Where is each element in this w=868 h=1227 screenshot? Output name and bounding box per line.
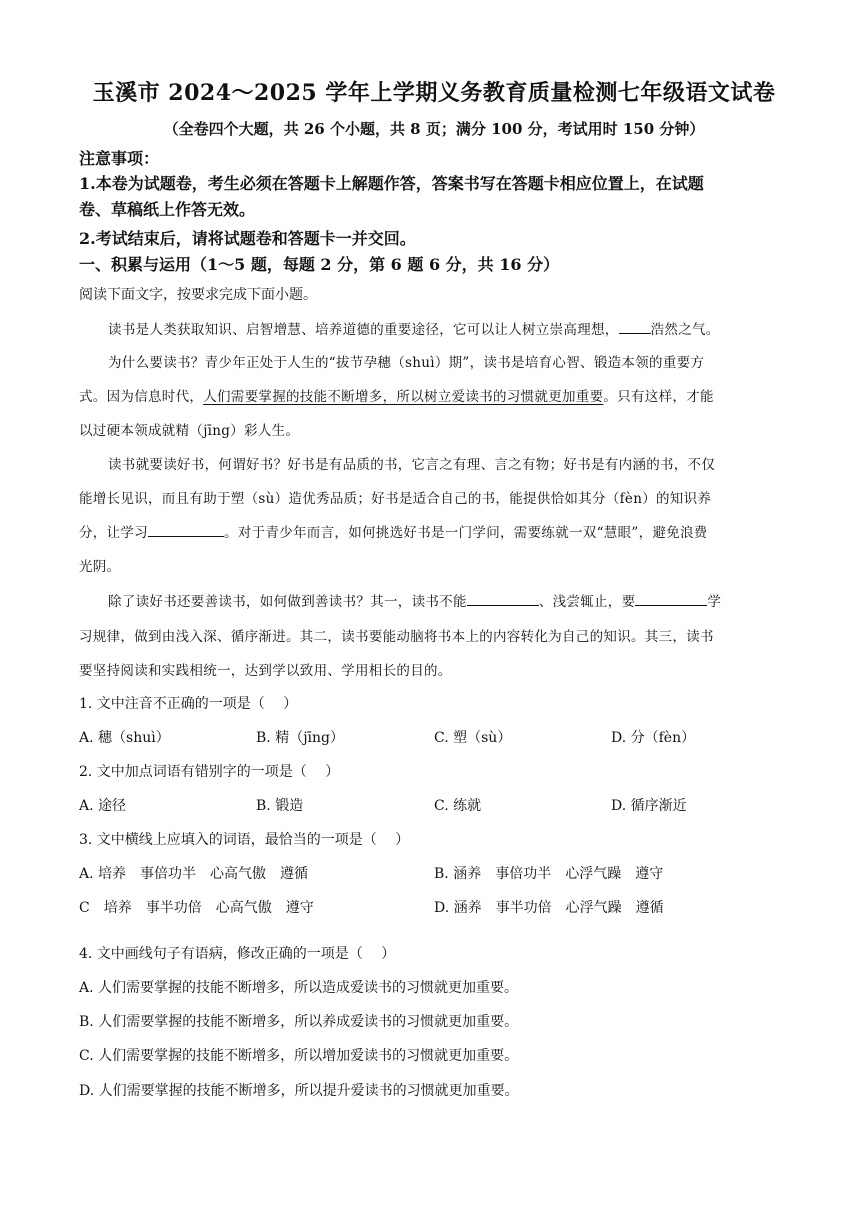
fill-blank-2 bbox=[148, 522, 224, 537]
question-4-option-d[interactable]: D. 人们需要掌握的技能不断增多，所以提升爱读书的习惯就更加重要。 bbox=[79, 1083, 519, 1099]
question-2-option-a[interactable]: A. 途径 bbox=[79, 798, 127, 814]
passage-p3-line-2: 能增长见识，而且有助于塑（sù）造优秀品质；好书是适合自己的书，能提供恰如其分（fèn）的知识养 bbox=[79, 491, 712, 507]
passage-p2-text-a: 式。因为信息时代， bbox=[79, 389, 204, 405]
passage-p2-line-1: 为什么要读书？青少年正处于人生的“拔节孕穗（shuì）期”，读书是培育心智、锻造本领的重要方 bbox=[108, 355, 705, 371]
question-3-option-c[interactable]: C 培养 事半功倍 心高气傲 遵守 bbox=[79, 900, 314, 916]
passage-p3-line-4: 光阴。 bbox=[79, 559, 121, 575]
passage-p3-text-a: 分，让学习 bbox=[79, 525, 148, 541]
passage-p4-line-2: 习规律，做到由浅入深、循序渐进。其二，读书要能动脑将书本上的内容转化为自己的知识。其三，读书 bbox=[79, 629, 714, 645]
passage-p4-text-b: 、浅尝辄止，要 bbox=[538, 594, 636, 610]
notice-item-1-line-2: 卷、草稿纸上作答无效。 bbox=[79, 200, 256, 219]
passage-p4-line-3: 要坚持阅读和实践相统一，达到学以致用、学用相长的目的。 bbox=[79, 663, 452, 679]
question-1-option-d[interactable]: D. 分（fèn） bbox=[611, 730, 696, 746]
passage-p2-line-2 bbox=[79, 385, 789, 405]
fill-blank-1 bbox=[619, 319, 651, 334]
passage-p4-line-1 bbox=[108, 590, 789, 610]
question-4-option-c[interactable]: C. 人们需要掌握的技能不断增多，所以增加爱读书的习惯就更加重要。 bbox=[79, 1048, 519, 1064]
underlined-sentence: 人们需要掌握的技能不断增多，所以树立爱读书的习惯就更加重要 bbox=[203, 389, 604, 405]
question-3-stem: 3. 文中横线上应填入的词语，最恰当的一项是（ ） bbox=[79, 832, 410, 848]
section-1-heading: 一、积累与运用（1～5 题，每题 2 分，第 6 题 6 分，共 16 分） bbox=[79, 255, 560, 274]
question-3-option-a[interactable]: A. 培养 事倍功半 心高气傲 遵循 bbox=[79, 866, 309, 882]
question-2-stem: 2. 文中加点词语有错别字的一项是（ ） bbox=[79, 764, 340, 780]
section-1-instruction: 阅读下面文字，按要求完成下面小题。 bbox=[79, 287, 317, 303]
question-1-option-a[interactable]: A. 穗（shuì） bbox=[79, 730, 170, 746]
passage-p1-text-b: 浩然之气。 bbox=[650, 322, 720, 338]
question-2-option-d[interactable]: D. 循序渐近 bbox=[611, 798, 687, 814]
notice-item-2: 2.考试结束后，请将试题卷和答题卡一并交回。 bbox=[79, 229, 416, 248]
fill-blank-3 bbox=[467, 591, 539, 606]
question-4-stem: 4. 文中画线句子有语病，修改正确的一项是（ ） bbox=[79, 946, 396, 962]
question-4-option-b[interactable]: B. 人们需要掌握的技能不断增多，所以养成爱读书的习惯就更加重要。 bbox=[79, 1014, 519, 1030]
question-1-option-c[interactable]: C. 塑（sù） bbox=[434, 730, 512, 746]
fill-blank-4 bbox=[635, 591, 707, 606]
question-1-option-b[interactable]: B. 精（jīng） bbox=[256, 730, 344, 746]
page-title: 玉溪市 2024～2025 学年上学期义务教育质量检测七年级语文试卷 bbox=[92, 80, 776, 106]
question-1-stem: 1. 文中注音不正确的一项是（ ） bbox=[79, 696, 298, 712]
passage-p2-line-3: 以过硬本领成就精（jīng）彩人生。 bbox=[79, 423, 300, 439]
notice-item-1-line-1: 1.本卷为试题卷，考生必须在答题卡上解题作答，答案书写在答题卡相应位置上，在试题 bbox=[79, 174, 704, 193]
question-3-option-d[interactable]: D. 涵养 事半功倍 心浮气躁 遵循 bbox=[434, 900, 664, 916]
passage-p3-line-1: 读书就要读好书，何谓好书？好书是有品质的书，它言之有理、言之有物；好书是有内涵的书，不仅 bbox=[108, 457, 716, 473]
question-3-option-b[interactable]: B. 涵养 事倍功半 心浮气躁 遵守 bbox=[434, 866, 664, 882]
question-2-option-c[interactable]: C. 练就 bbox=[434, 798, 482, 814]
passage-p1-text-a: 读书是人类获取知识、启智增慧、培养道德的重要途径，它可以让人树立崇高理想， bbox=[108, 322, 619, 338]
passage-p4-text-a: 除了读好书还要善读书，如何做到善读书？其一，读书不能 bbox=[108, 594, 467, 610]
passage-p3-line-3 bbox=[79, 521, 789, 541]
passage-p3-text-b: 。对于青少年而言，如何挑选好书是一门学问，需要练就一双“慧眼”，避免浪费 bbox=[224, 525, 708, 541]
page-subtitle: （全卷四个大题，共 26 个小题，共 8 页；满分 100 分，考试用时 150 分钟） bbox=[163, 120, 705, 138]
question-4-option-a[interactable]: A. 人们需要掌握的技能不断增多，所以造成爱读书的习惯就更加重要。 bbox=[79, 980, 519, 996]
question-2-option-b[interactable]: B. 锻造 bbox=[256, 798, 304, 814]
passage-p2-text-b: 。只有这样，才能 bbox=[603, 389, 714, 405]
passage-p4-text-c: 学 bbox=[707, 594, 722, 610]
passage-p1 bbox=[108, 318, 789, 338]
notice-heading: 注意事项： bbox=[79, 149, 160, 168]
